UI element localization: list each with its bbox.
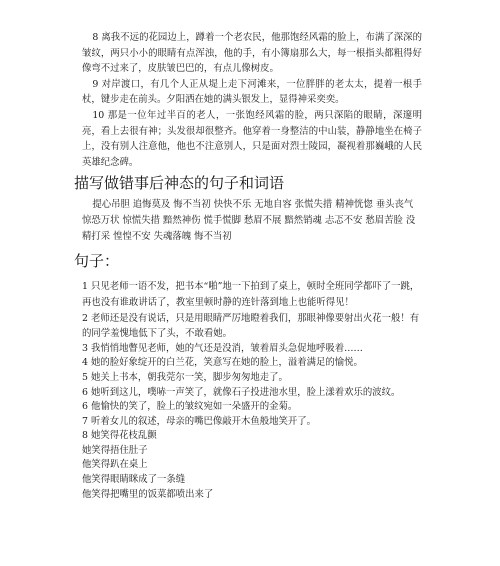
paragraph-10-old-man: 10 那是一位年过半百的老人，一张饱经风霜的脸，两只深陷的眼睛，深邃明亮，看上去很有神；头发很却很整齐。他穿着一身整洁的中山装，静静地坐在椅子上，没有别人注意他，他也不注意别人，只是面对烈士陵园，凝视着那巍峨的人民英雄纪念碑。	[82, 109, 422, 168]
sentence-item: 她笑得捂住肚子	[82, 444, 148, 456]
sentence-item: 8 她笑得花枝乱颤	[82, 430, 157, 442]
sentence-item: 他笑得把嘴里的饭菜都喷出来了	[82, 488, 214, 500]
sentence-item: 他笑得眼睛眯成了一条缝	[82, 474, 186, 486]
section-title: 描写做错事后神态的句子和词语	[74, 174, 285, 193]
sentence-item: 4 她的脸好象绽开的白兰花，笑意写在她的脸上，溢着满足的愉悦。	[82, 357, 363, 369]
sentences-title: 句子：	[74, 252, 120, 271]
document-content	[74, 30, 422, 502]
sentence-item: 7 听着女儿的叙述，母亲的嘴巴像敲开木鱼般地笑开了。	[82, 415, 316, 427]
sentence-item: 6 他愉快的笑了，脸上的皱纹宛如一朵盛开的金菊。	[82, 401, 298, 413]
sentence-item: 他笑得趴在桌上	[82, 459, 148, 471]
sentence-item: 3 我悄悄地瞥见老师，她的气还是没消，皱着眉头急促地呼吸着……	[82, 342, 363, 354]
sentence-item: 6 她听到这儿，噗哧一声笑了，就像石子投进池水里，脸上漾着欢乐的波纹。	[82, 386, 401, 398]
sentence-item: 5 她关上书本，朝我莞尔一笑，脚步匆匆地走了。	[82, 371, 288, 383]
sentence-item: 1 只见老师一语不发，把书本“啪”地一下拍到了桌上，顿时全班同学都吓了一跳，再也没有谁敢讲话了，教室里顿时静的连针落到地上也能听得见！	[82, 281, 420, 308]
sentence-item: 2 老师还是没有说话，只是用眼睛严厉地瞪着我们，那眼神像要射出火花一般！有的同学羞愧地低下了头，不敢看她。	[82, 312, 420, 340]
paragraph-8-old-farmer: 8 离我不远的花园边上，蹲着一个老农民，他那饱经风霜的脸上，布满了深深的皱纹，两只小小的眼睛有点浑浊，他的手，有小簿扇那么大，每一根指头都粗得好像弯不过来了，皮肤皱巴巴的，有点儿像树皮。	[82, 32, 422, 75]
word-list: 提心吊胆 追悔莫及 悔不当初 快快不乐 无地自容 张慌失措 精神恍惚 垂头丧气 惊恐万状 惊慌失措 黯然神伤 慌手慌脚 愁眉不展 黯然销魂 忐忑不安 愁眉苦脸 没精打采 惶惶不安 失魂落魄 悔不当初	[82, 199, 416, 243]
paragraph-9-old-lady: 9 对岸渡口，有几个人正从堤上走下河滩来，一位胖胖的老太太，提着一根手杖，键步走在前头。夕阳洒在她的满头银发上，显得神采奕奕。	[82, 78, 422, 106]
